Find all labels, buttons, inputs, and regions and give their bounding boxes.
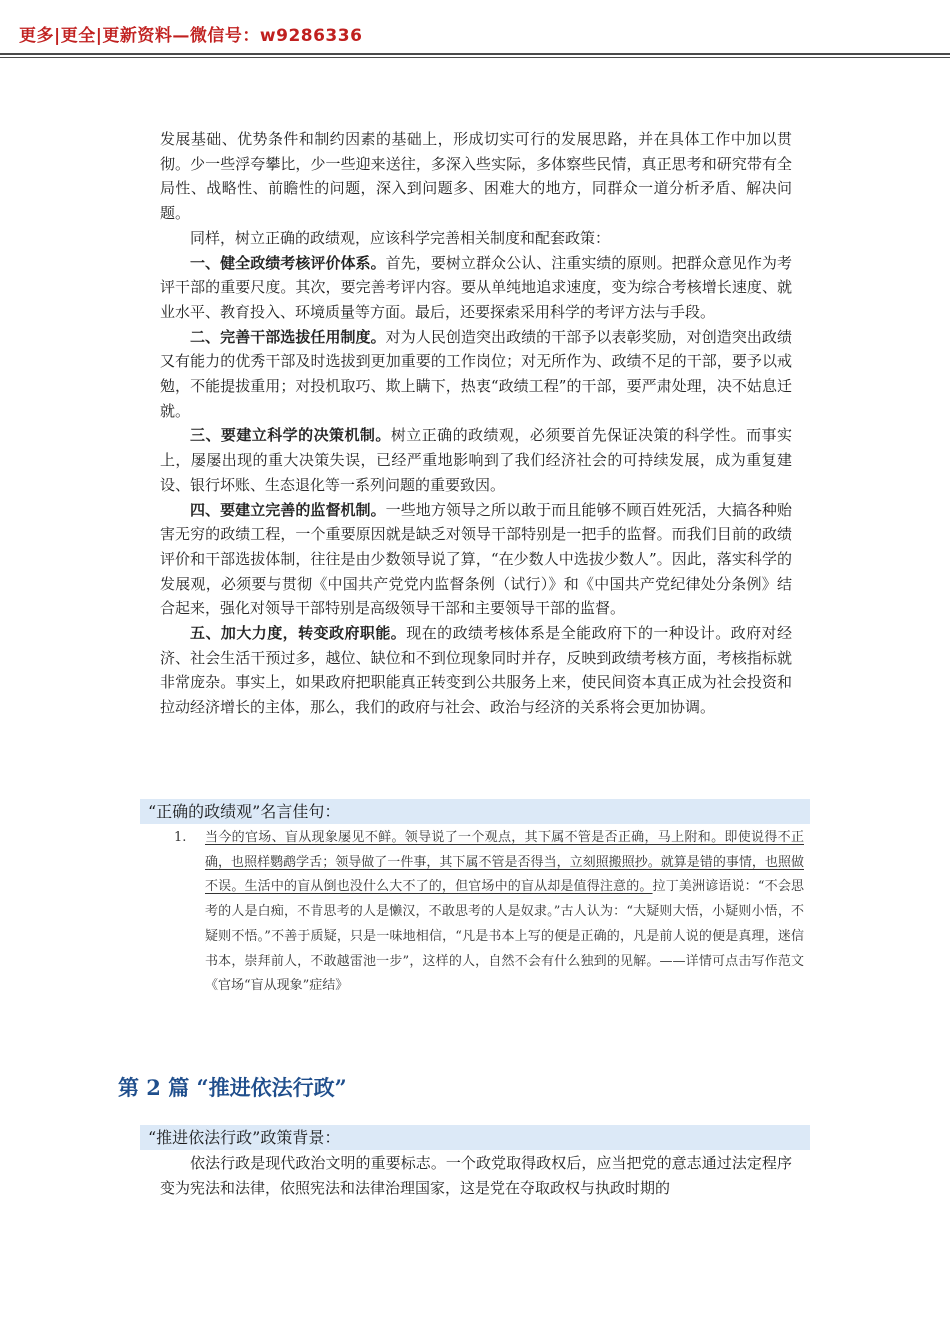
policy-item-text: 树立正确的政绩观，必须要首先保证决策的科学性。而事实上，屡屡出现的重大决策失误，已经严重地影响到了我们经济社会的可持续发展，成为重复建设、银行坏账、生态退化等一系列问题的重要致因。 bbox=[160, 426, 792, 494]
policy-item-1 bbox=[160, 251, 792, 325]
intro-paragraph: 发展基础、优势条件和制约因素的基础上，形成切实可行的发展思路，并在具体工作中加以贯彻。少一些浮夸攀比，少一些迎来送往，多深入些实际，多体察些民情，真正思考和研究带有全局性、战略性、前瞻性的问题，深入到问题多、困难大的地方，同群众一道分析矛盾、解决问题。 bbox=[160, 130, 792, 223]
policy-item-text: 现在的政绩考核体系是全能政府下的一种设计。政府对经济、社会生活干预过多，越位、缺位和不到位现象同时并存，反映到政绩考核方面，考核指标就非常庞杂。事实上，如果政府把职能真正转变到公共服务上来，使民间资本真正成为社会投资和拉动经济增长的主体，那么，我们的政府与社会、政治与经济的关系将会更加协调。 bbox=[160, 624, 792, 717]
policy-item-5 bbox=[160, 621, 792, 720]
policy-item-heading: 五、加大力度，转变政府职能。 bbox=[190, 624, 407, 643]
policy-item-heading: 一、健全政绩考核评价体系。 bbox=[190, 253, 386, 272]
policy-item-text: 一些地方领导之所以敢于而且能够不顾百姓死活，大搞各种贻害无穷的政绩工程，一个重要原因就是缺乏对领导干部特别是一把手的监督。而我们目前的政绩评价和干部选拔体制，往往是由少数领导说了算，“在少数人中选拔少数人”。因此，落实科学的发展观，必须要与贯彻《中国共产党党内监督条例（试行）》和《中国共产党纪律处分条例》结合起来，强化对领导干部特别是高级领导干部和主要领导干部的监督。 bbox=[160, 500, 792, 618]
policy-item-4 bbox=[160, 498, 792, 622]
quotes-section-title: “正确的政绩观”名言佳句： bbox=[140, 799, 810, 824]
policy-item-text: 首先，要树立群众公认、注重实绩的原则。把群众意见作为考评干部的重要尺度。其次，要完善考评内容。要从单纯地追求速度，变为综合考核增长速度、就业水平、教育投入、环境质量等方面。最后，还要探索采用科学的考评方法与手段。 bbox=[160, 253, 792, 321]
policy-item-text: 对为人民创造突出政绩的干部予以表彰奖励，对创造突出政绩又有能力的优秀干部及时选拔到更加重要的工作岗位；对无所作为、政绩不足的干部，要予以戒勉，不能提拔重用；对投机取巧、欺上瞒下，热衷“政绩工程”的干部，要严肃处理，决不姑息迁就。 bbox=[160, 327, 792, 420]
section2-paragraph: 依法行政是现代政治文明的重要标志。一个政党取得政权后，应当把党的意志通过法定程序变为宪法和法律，依照宪法和法律治理国家，这是党在夺取政权与执政时期的 bbox=[160, 1154, 792, 1197]
page-header bbox=[0, 0, 950, 60]
policy-item-heading: 三、要建立科学的决策机制。 bbox=[190, 426, 391, 445]
chapter-title: 第 2 篇 “推进依法行政” bbox=[118, 1075, 347, 1100]
lead-paragraph: 同样，树立正确的政绩观，应该科学完善相关制度和配套政策： bbox=[190, 228, 611, 247]
quote-rest-text: 拉丁美洲谚语说：“不会思考的人是白痴，不肯思考的人是懒汉，不敢思考的人是奴隶。”古人认为：“大疑则大悟，小疑则小悟，不疑则不悟。”不善于质疑，只是一味地相信，“凡是书本上写的便是正确的，凡是前人说的便是真理，迷信书本，崇拜前人，不敢越雷池一步”，这样的人，自然不会有什么独到的见解。——详情可点击写作范文《官场“盲从现象”症结》 bbox=[205, 879, 804, 994]
section2-body bbox=[160, 1151, 792, 1200]
policy-item-heading: 二、完善干部选拔任用制度。 bbox=[190, 327, 386, 346]
section1-body bbox=[160, 127, 792, 720]
quote-item bbox=[205, 826, 804, 999]
quote-underlined-text: 当今的官场、盲从现象屡见不鲜。领导说了一个观点，其下属不管是否正确，马上附和。即使说得不正确，也照样鹦鹉学舌；领导做了一件事，其下属不管是否得当，立刻照搬照抄。就算是错的事情，也照做不误。生活中的盲从倒也没什么大不了的，但官场中的盲从却是值得注意的。 bbox=[205, 830, 804, 895]
quote-number: 1. bbox=[174, 830, 187, 845]
header-divider bbox=[0, 53, 950, 55]
quote-list bbox=[174, 826, 804, 999]
policy-item-heading: 四、要建立完善的监督机制。 bbox=[190, 500, 386, 519]
header-promo-text: 更多|更全|更新资料—微信号：w9286336 bbox=[19, 26, 363, 46]
header-divider-thin bbox=[0, 57, 950, 58]
section2-title: “推进依法行政”政策背景： bbox=[140, 1125, 810, 1150]
policy-item-3 bbox=[160, 423, 792, 497]
policy-item-2 bbox=[160, 325, 792, 424]
